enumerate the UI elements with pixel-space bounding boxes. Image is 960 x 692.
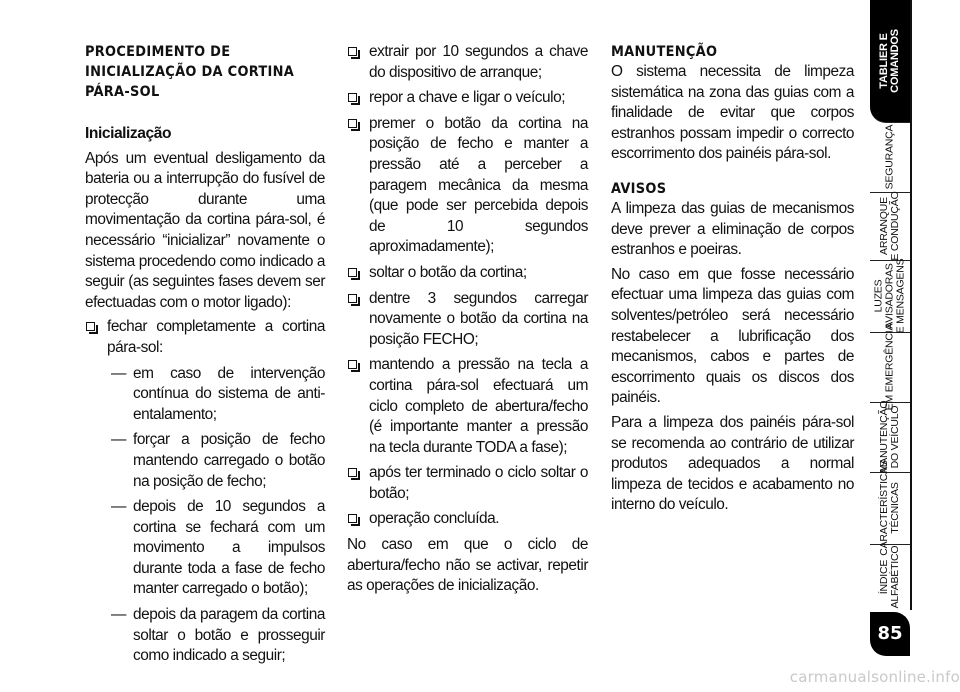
closing-paragraph: No caso em que o ciclo de abertura/fecho não se activar, repetir as operações de inicialização. xyxy=(347,536,588,595)
bullet-item xyxy=(347,88,588,109)
subtitle-initialization: Inicialização xyxy=(85,125,172,142)
bullet-text: premer o botão da cortina na posição de fecho e manter a pressão até a perceber a paragem mecânica da mesma (que pode ser percebida depois de 10 segundos aproximadamente); xyxy=(369,114,588,256)
checkbox-bullet-icon xyxy=(348,268,357,277)
column-middle xyxy=(347,42,588,601)
checkbox-bullet-icon xyxy=(348,514,357,523)
tab-arranque-e-conducao[interactable]: ARRANQUE E CONDUÇÃO xyxy=(870,192,910,261)
dash-item xyxy=(85,605,325,667)
dash-text: forçar a posição de fecho mantendo carregado o botão na posição de fecho; xyxy=(133,431,325,490)
tab-tablier-e-comandos[interactable]: TABLIER E COMANDOS xyxy=(870,0,910,123)
dash-text: depois de 10 segundos a cortina se fechará com um movimento a impulsos durante toda a fase de fecho manter carregado o botão); xyxy=(133,498,325,598)
bullet-text: repor a chave e ligar o veículo; xyxy=(369,89,566,107)
em-dash-icon: — xyxy=(111,364,126,382)
bullet-item xyxy=(347,114,588,258)
intro-paragraph: Após um eventual desligamento da bateria ou a interrupção do fusível de protecção durante uma movimentação da cortina pára-sol, é necessário “inicializar” novamente o sistema procedendo como indicado a seguir (as seguintes fases devem ser efectuadas com o motor ligado): xyxy=(85,149,325,311)
tab-seguranca[interactable]: SEGURANÇA xyxy=(870,122,910,193)
dash-text: em caso de intervenção contínua do sistema de anti-entalamento; xyxy=(133,364,325,423)
tab-luzes-avisadoras[interactable]: LUZES AVISADORAS E MENSAGENS xyxy=(870,260,910,333)
dash-item xyxy=(85,364,325,426)
column-left xyxy=(85,42,325,672)
bullet-text: operação concluída. xyxy=(369,510,500,528)
tab-em-emergencia[interactable]: EM EMERGÊNCIA xyxy=(870,332,910,403)
bullet-text: mantendo a pressão na tecla a cortina pára-sol efectuará um ciclo completo de abertura/fecho (é importante manter a pressão na tecla durante TODA a fase); xyxy=(369,356,588,456)
dash-item xyxy=(85,497,325,600)
em-dash-icon: — xyxy=(111,498,126,516)
checkbox-bullet-icon xyxy=(348,360,357,369)
tab-indice-alfabetico[interactable]: ÍNDICE ALFABÉTICO xyxy=(878,545,901,609)
warnings-paragraph-1: A limpeza das guias de mecanismos deve prever a eliminação de corpos estranhos e poeiras. xyxy=(611,199,854,259)
column-right xyxy=(611,42,854,520)
warnings-paragraph-2: No caso em que fosse necessário efectuar uma limpeza das guias com solventes/petróleo será necessário restabelecer a lubrificação dos mecanismos, cabos e partes de escorrimento quais os discos dos painéis. xyxy=(611,265,854,407)
chapter-tabs xyxy=(870,0,960,692)
bullet-item xyxy=(347,509,588,530)
bullet-text: soltar o botão da cortina; xyxy=(369,263,527,281)
tab-caracteristicas-tecnicas[interactable]: CARACTERÍSTICAS TÉCNICAS xyxy=(870,472,910,545)
maintenance-paragraph: O sistema necessita de limpeza sistemática na zona das guias com a finalidade de evitar que corpos estranhos possam impedir o correcto escorrimento dos painéis pára-sol. xyxy=(611,63,854,163)
section-title-maintenance: MANUTENÇÃO xyxy=(611,44,718,60)
bullet-item xyxy=(347,355,588,458)
bullet-text: após ter terminado o ciclo soltar o botão; xyxy=(369,464,588,502)
warnings-paragraph-3: Para a limpeza dos painéis pára-sol se recomenda ao contrário de utilizar produtos adequados a normal limpeza de tecidos e acabamento no interno do veículo. xyxy=(611,413,854,514)
dash-text: depois da paragem da cortina soltar o botão e prosseguir como indicado a seguir; xyxy=(133,606,325,665)
checkbox-bullet-icon xyxy=(348,47,357,56)
bullet-item xyxy=(347,42,588,83)
bullet-item xyxy=(347,463,588,504)
dash-item xyxy=(85,430,325,492)
section-title-initialization-procedure: PROCEDIMENTO DE INICIALIZAÇÃO DA CORTINA PÁRA-SOL xyxy=(85,44,295,100)
checkbox-bullet-icon xyxy=(348,468,357,477)
tab-manutencao-do-veiculo[interactable]: MANUTENÇÃO DO VEÍCULO xyxy=(870,402,910,473)
page-number: 85 xyxy=(870,612,910,656)
watermark: carmanualsonline.info xyxy=(789,668,960,686)
bullet-text: fechar completamente a cortina pára-sol: xyxy=(107,318,325,356)
em-dash-icon: — xyxy=(111,606,126,624)
bullet-item xyxy=(85,317,325,358)
em-dash-icon: — xyxy=(111,431,126,449)
section-title-warnings: AVISOS xyxy=(611,180,667,197)
checkbox-bullet-icon xyxy=(86,322,95,331)
checkbox-bullet-icon xyxy=(348,119,357,128)
checkbox-bullet-icon xyxy=(348,294,357,303)
bullet-text: dentre 3 segundos carregar novamente o botão da cortina na posição FECHO; xyxy=(369,289,588,348)
bullet-item xyxy=(347,263,588,284)
bullet-text: extrair por 10 segundos a chave do dispositivo de arranque; xyxy=(369,43,588,81)
checkbox-bullet-icon xyxy=(348,93,357,102)
bullet-item xyxy=(347,289,588,351)
tab-rail xyxy=(910,0,912,610)
